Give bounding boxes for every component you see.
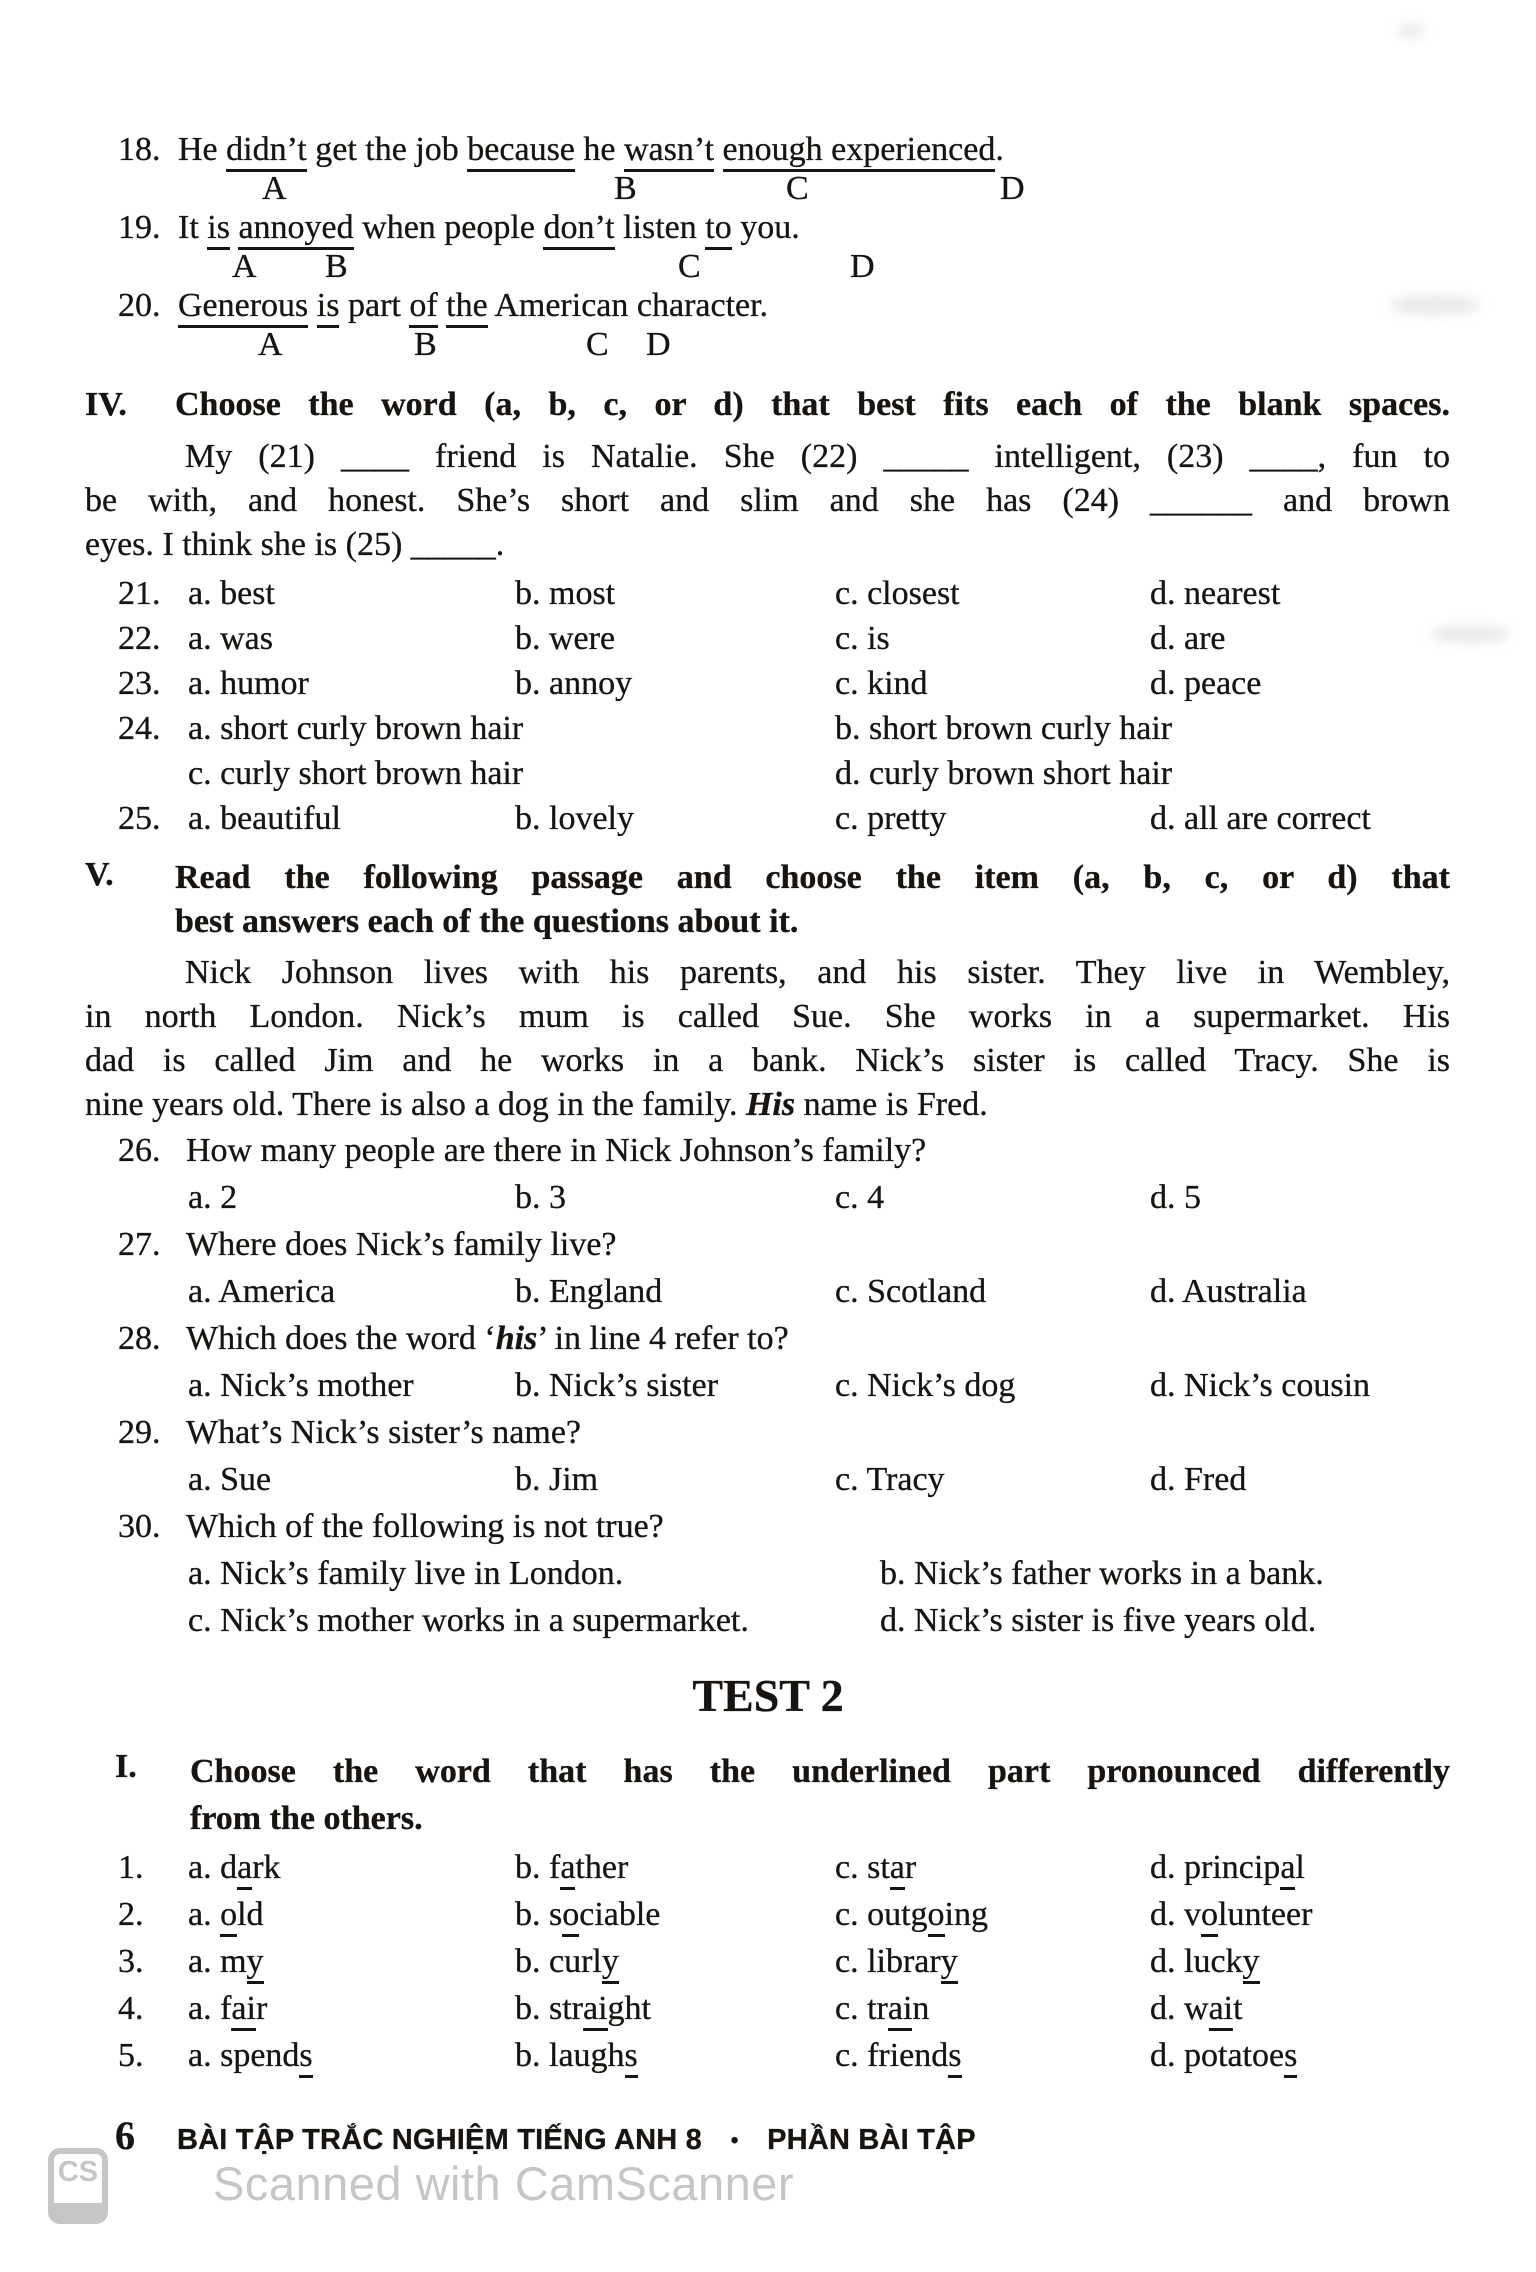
options-block	[0, 571, 1536, 841]
option-b: b. were	[515, 620, 616, 657]
options-row	[0, 1362, 1536, 1409]
question-text: Which does the word ‘his’ in line 4 refer to?	[186, 1320, 789, 1357]
option-a: a. spends	[188, 2032, 515, 2079]
passage-line: be with, and honest. She’s short and slim and she has (24) ______ and brown	[85, 482, 1450, 519]
footer-bullet: •	[730, 2126, 740, 2155]
question-number: 25.	[118, 800, 161, 837]
reading-questions	[0, 1127, 1536, 1644]
options-row	[0, 1268, 1536, 1315]
option-a: a. was	[188, 620, 273, 657]
section-title-line: from the others.	[190, 1800, 423, 1837]
question-row	[0, 206, 1536, 250]
option-d: d. wait	[1150, 1985, 1536, 2032]
options-row	[0, 1456, 1536, 1503]
scan-artifact	[1430, 625, 1510, 643]
answer-letter: B	[325, 248, 348, 285]
options-row	[0, 1938, 1536, 1985]
option-d: d. all are correct	[1150, 800, 1371, 837]
options-row	[0, 571, 1536, 616]
question-text: It is annoyed when people don’t listen to you.	[178, 209, 800, 250]
option-b: b. annoy	[515, 665, 633, 702]
question-number: 22.	[118, 620, 161, 657]
option-d: d. principal	[1150, 1844, 1536, 1891]
options-row	[0, 1174, 1536, 1221]
option-d: d. Nick’s sister is five years old.	[880, 1602, 1317, 1639]
section-v	[0, 856, 1536, 1644]
passage-line: My (21) ____ friend is Natalie. She (22) _____ intelligent, (23) ____, fun to	[185, 438, 1450, 475]
options-row	[0, 796, 1536, 841]
question-number: 26.	[118, 1132, 161, 1169]
answer-letter: B	[614, 170, 637, 207]
question-number: 1.	[118, 1849, 144, 1886]
section-label: I.	[115, 1748, 137, 1785]
option-b: b. most	[515, 575, 616, 612]
option-c: c. curly short brown hair	[188, 755, 524, 792]
options-row	[0, 1985, 1536, 2032]
option-d: d. peace	[1150, 665, 1262, 702]
question-number: 30.	[118, 1508, 161, 1545]
section-i	[0, 1748, 1536, 2079]
answer-letter: C	[678, 248, 701, 285]
option-a: a. 2	[188, 1179, 238, 1216]
question-row	[0, 1503, 1536, 1550]
passage-line: nine years old. There is also a dog in the family. His name is Fred.	[85, 1086, 988, 1123]
options-row	[0, 661, 1536, 706]
answer-letter: D	[646, 326, 671, 363]
question-number: 29.	[118, 1414, 161, 1451]
answer-letter-row	[0, 172, 1536, 206]
question-row	[0, 128, 1536, 172]
answer-letter-row	[0, 250, 1536, 284]
options-row	[0, 1550, 1536, 1597]
option-c: c. Nick’s mother works in a supermarket.	[188, 1602, 749, 1639]
camscanner-watermark-text: Scanned with CamScanner	[213, 2157, 795, 2210]
option-c: c. Nick’s dog	[835, 1367, 1016, 1404]
passage-line: dad is called Jim and he works in a bank. Nick’s sister is called Tracy. She is	[85, 1042, 1450, 1079]
passage-line: eyes. I think she is (25) _____.	[85, 526, 505, 563]
option-b: b. sociable	[515, 1891, 835, 1938]
answer-letter: B	[414, 326, 437, 363]
question-row	[0, 1315, 1536, 1362]
section-iv	[0, 383, 1536, 841]
option-a: a. my	[188, 1938, 515, 1985]
question-number: 27.	[118, 1226, 161, 1263]
option-b: b. Nick’s sister	[515, 1367, 719, 1404]
option-d: d. volunteer	[1150, 1891, 1536, 1938]
footer-section-title: PHẦN BÀI TẬP	[767, 2124, 976, 2156]
question-row	[0, 1127, 1536, 1174]
section-heading	[0, 1748, 1536, 1842]
question-row	[0, 284, 1536, 328]
options-block	[0, 1844, 1536, 2079]
section-label: V.	[85, 856, 114, 893]
option-b: b. short brown curly hair	[835, 710, 1173, 747]
section-heading	[0, 383, 1536, 427]
question-text: Generous is part of the American character.	[178, 287, 768, 328]
scan-artifact	[1398, 24, 1424, 38]
option-b: b. Nick’s father works in a bank.	[880, 1555, 1324, 1592]
question-row	[0, 1409, 1536, 1456]
option-c: c. friends	[835, 2032, 1150, 2079]
option-c: c. 4	[835, 1179, 885, 1216]
question-text: Where does Nick’s family live?	[186, 1226, 617, 1263]
question-text: Which of the following is not true?	[186, 1508, 664, 1545]
answer-letter: D	[1000, 170, 1025, 207]
option-d: d. Australia	[1150, 1273, 1307, 1310]
question-number: 28.	[118, 1320, 161, 1357]
camscanner-logo-text: CS	[57, 2156, 99, 2188]
page-number: 6	[115, 2113, 135, 2158]
reading-passage	[85, 951, 1450, 1127]
question-number: 2.	[118, 1896, 144, 1933]
section-title-line: Choose the word that has the underlined part pronounced differently	[190, 1753, 1450, 1790]
option-b: b. curly	[515, 1938, 835, 1985]
answer-letter: C	[586, 326, 609, 363]
option-d: d. Nick’s cousin	[1150, 1367, 1371, 1404]
option-c: c. pretty	[835, 800, 947, 837]
answer-letter: A	[258, 326, 283, 363]
option-a: a. fair	[188, 1985, 515, 2032]
option-c: c. library	[835, 1938, 1150, 1985]
option-c: c. train	[835, 1985, 1150, 2032]
question-number: 20.	[118, 287, 161, 324]
page-footer	[0, 2112, 1536, 2156]
options-row	[0, 751, 1536, 796]
option-d: d. curly brown short hair	[835, 755, 1173, 792]
options-row	[0, 2032, 1536, 2079]
answer-letter: A	[232, 248, 257, 285]
question-number: 24.	[118, 710, 161, 747]
section-label: IV.	[85, 386, 127, 423]
option-a: a. Sue	[188, 1461, 272, 1498]
question-number: 18.	[118, 131, 161, 168]
passage-line: in north London. Nick’s mum is called Sue. She works in a supermarket. His	[85, 998, 1450, 1035]
question-number: 19.	[118, 209, 161, 246]
option-b: b. 3	[515, 1179, 566, 1216]
option-a: a. old	[188, 1891, 515, 1938]
passage-line: Nick Johnson lives with his parents, and his sister. They live in Wembley,	[185, 954, 1450, 991]
section-title-line: Read the following passage and choose the item (a, b, c, or d) that	[175, 859, 1450, 896]
test-heading: TEST 2	[692, 1670, 844, 1721]
options-row	[0, 1597, 1536, 1644]
option-d: d. are	[1150, 620, 1226, 657]
question-row	[0, 1221, 1536, 1268]
option-a: a. Nick’s family live in London.	[188, 1555, 624, 1592]
answer-letter: D	[850, 248, 875, 285]
option-b: b. laughs	[515, 2032, 835, 2079]
answer-letter: C	[786, 170, 809, 207]
question-number: 21.	[118, 575, 161, 612]
section-title: Choose the word (a, b, c, or d) that best fits each of the blank spaces.	[175, 386, 1450, 423]
question-text: How many people are there in Nick Johnson’s family?	[186, 1132, 927, 1169]
option-c: c. outgoing	[835, 1891, 1150, 1938]
option-b: b. lovely	[515, 800, 634, 837]
option-c: c. star	[835, 1844, 1150, 1891]
camscanner-logo-icon	[48, 2148, 108, 2224]
option-c: c. is	[835, 620, 890, 657]
option-a: a. short curly brown hair	[188, 710, 524, 747]
option-a: a. Nick’s mother	[188, 1367, 414, 1404]
question-number: 3.	[118, 1943, 144, 1980]
option-c: c. Scotland	[835, 1273, 987, 1310]
cloze-passage	[85, 435, 1450, 567]
options-row	[0, 616, 1536, 661]
option-b: b. Jim	[515, 1461, 599, 1498]
section-heading	[0, 856, 1536, 944]
option-a: a. America	[188, 1273, 336, 1310]
question-number: 23.	[118, 665, 161, 702]
option-d: d. potatoes	[1150, 2032, 1536, 2079]
answer-letter-row	[0, 328, 1536, 362]
option-d: d. lucky	[1150, 1938, 1536, 1985]
option-c: c. Tracy	[835, 1461, 945, 1498]
option-d: d. Fred	[1150, 1461, 1247, 1498]
option-d: d. nearest	[1150, 575, 1281, 612]
option-a: a. best	[188, 575, 275, 612]
option-d: d. 5	[1150, 1179, 1201, 1216]
error-identification-block	[0, 128, 1536, 362]
option-c: c. closest	[835, 575, 960, 612]
option-a: a. dark	[188, 1844, 515, 1891]
question-number: 5.	[118, 2037, 144, 2074]
book-title: BÀI TẬP TRẮC NGHIỆM TIẾNG ANH 8	[177, 2124, 702, 2156]
question-text: He didn’t get the job because he wasn’t enough experienced.	[178, 131, 1004, 172]
option-a: a. beautiful	[188, 800, 341, 837]
options-row	[0, 1844, 1536, 1891]
option-b: b. father	[515, 1844, 835, 1891]
option-a: a. humor	[188, 665, 309, 702]
question-text: What’s Nick’s sister’s name?	[186, 1414, 582, 1451]
options-row	[0, 706, 1536, 751]
answer-letter: A	[262, 170, 287, 207]
question-number: 4.	[118, 1990, 144, 2027]
option-b: b. straight	[515, 1985, 835, 2032]
option-b: b. England	[515, 1273, 663, 1310]
option-c: c. kind	[835, 665, 928, 702]
options-row	[0, 1891, 1536, 1938]
scan-artifact	[1390, 295, 1480, 315]
section-title-line: best answers each of the questions about it.	[175, 903, 799, 940]
